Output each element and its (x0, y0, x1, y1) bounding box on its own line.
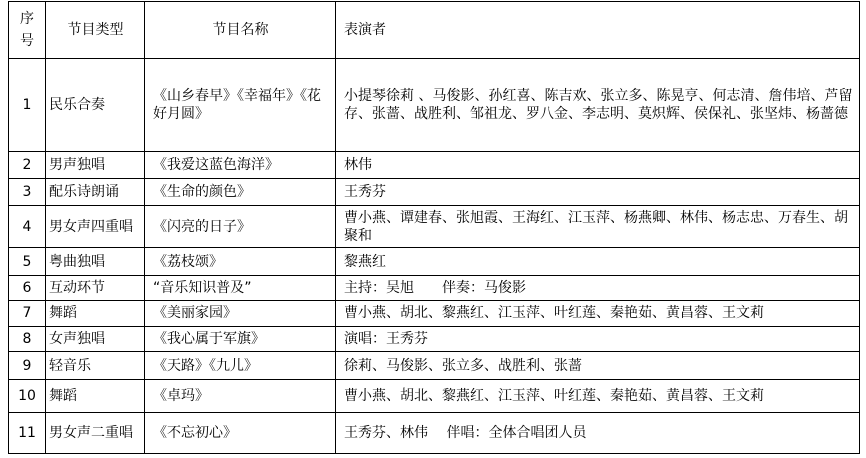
program-title: 《山乡春早》《幸福年》《花好月圆》 (145, 59, 336, 152)
program-type: 粤曲独唱 (46, 248, 145, 275)
program-title: 《荔枝颂》 (145, 248, 336, 275)
row-number: 10 (9, 380, 46, 412)
program-type: 轻音乐 (46, 352, 145, 380)
table-row (9, 206, 860, 248)
header-performer: 表演者 (336, 2, 860, 59)
program-title: 《卓玛》 (145, 380, 336, 412)
table-row (9, 275, 860, 300)
program-performer: 徐莉、马俊影、张立多、战胜利、张蔷 (336, 352, 860, 380)
table-row (9, 248, 860, 275)
program-type: 女声独唱 (46, 327, 145, 352)
row-number: 7 (9, 300, 46, 326)
header-type: 节目类型 (46, 2, 145, 59)
table-header (9, 2, 860, 59)
row-number: 1 (9, 59, 46, 152)
program-type: 民乐合奏 (46, 59, 145, 152)
table-row (9, 380, 860, 412)
program-type: 配乐诗朗诵 (46, 178, 145, 205)
program-performer: 黎燕红 (336, 248, 860, 275)
program-type: 男女声四重唱 (46, 206, 145, 248)
row-number: 3 (9, 178, 46, 205)
program-title: 《闪亮的日子》 (145, 206, 336, 248)
program-title: “音乐知识普及” (145, 275, 336, 300)
table-row (9, 178, 860, 205)
row-number: 4 (9, 206, 46, 248)
program-type: 舞蹈 (46, 300, 145, 326)
program-performer: 曹小燕、谭建春、张旭霞、王海红、江玉萍、杨燕卿、林伟、杨志忠、万春生、胡聚和 (336, 206, 860, 248)
program-type: 互动环节 (46, 275, 145, 300)
program-performer: 曹小燕、胡北、黎燕红、江玉萍、叶红莲、秦艳茹、黄昌蓉、王文莉 (336, 380, 860, 412)
table-row (9, 300, 860, 326)
table-row (9, 151, 860, 178)
program-table (8, 1, 860, 454)
program-performer: 主持：吴旭 伴奏：马俊影 (336, 275, 860, 300)
program-type: 男女声二重唱 (46, 412, 145, 453)
program-title: 《生命的颜色》 (145, 178, 336, 205)
table-row (9, 352, 860, 380)
program-performer: 王秀芬 (336, 178, 860, 205)
program-type: 男声独唱 (46, 151, 145, 178)
header-title: 节目名称 (145, 2, 336, 59)
program-performer: 王秀芬、林伟 伴唱：全体合唱团人员 (336, 412, 860, 453)
program-title: 《我爱这蓝色海洋》 (145, 151, 336, 178)
program-type: 舞蹈 (46, 380, 145, 412)
row-number: 8 (9, 327, 46, 352)
header-no: 序号 (9, 2, 46, 59)
table-body (9, 59, 860, 454)
table-row (9, 327, 860, 352)
row-number: 2 (9, 151, 46, 178)
table-row (9, 59, 860, 152)
row-number: 5 (9, 248, 46, 275)
row-number: 11 (9, 412, 46, 453)
row-number: 6 (9, 275, 46, 300)
program-title: 《不忘初心》 (145, 412, 336, 453)
program-performer: 小提琴徐莉 、马俊影、孙红喜、陈吉欢、张立多、陈晃亨、何志清、詹伟培、芦留存、张蔷、战胜利、邹祖龙、罗八金、李志明、莫炽辉、侯保礼、张坚炜、杨蔷德 (336, 59, 860, 152)
program-title: 《我心属于军旗》 (145, 327, 336, 352)
program-performer: 林伟 (336, 151, 860, 178)
program-title: 《美丽家园》 (145, 300, 336, 326)
table-row (9, 412, 860, 453)
program-performer: 演唱：王秀芬 (336, 327, 860, 352)
program-title: 《天路》《九儿》 (145, 352, 336, 380)
program-performer: 曹小燕、胡北、黎燕红、江玉萍、叶红莲、秦艳茹、黄昌蓉、王文莉 (336, 300, 860, 326)
header-row (9, 2, 860, 59)
row-number: 9 (9, 352, 46, 380)
